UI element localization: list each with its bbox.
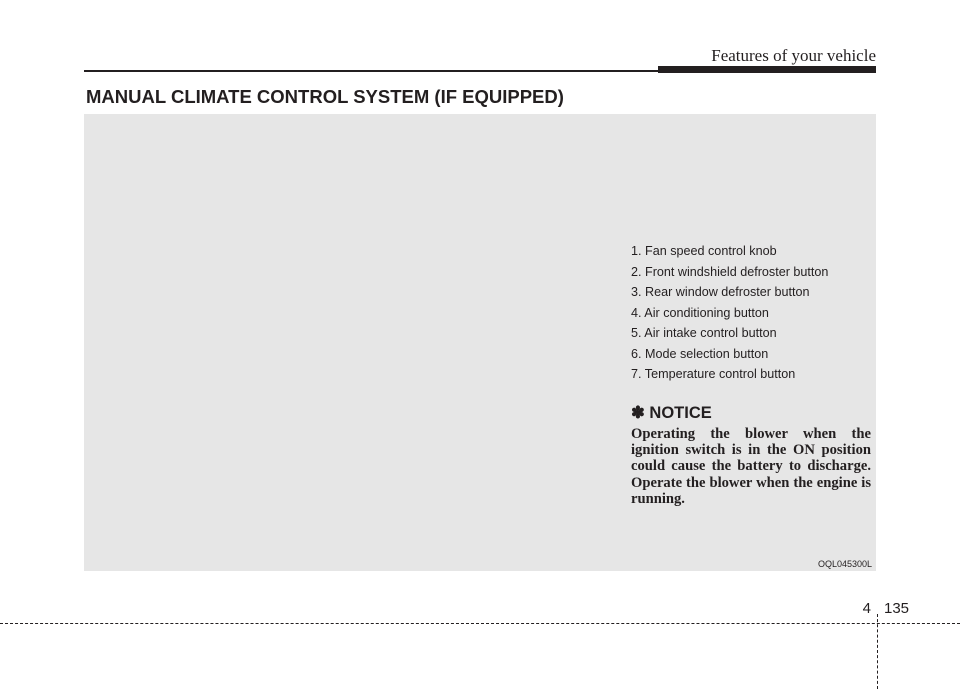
legend-item: 3. Rear window defroster button: [631, 285, 810, 299]
section-title: MANUAL CLIMATE CONTROL SYSTEM (IF EQUIPPED): [86, 86, 564, 107]
figure-code: OQL045300L: [817, 559, 872, 569]
legend-item: 6. Mode selection button: [631, 346, 769, 361]
page-number: 135: [884, 600, 910, 617]
legend-item: 2. Front windshield defroster button: [631, 264, 829, 279]
header-rule-accent: [658, 66, 876, 73]
notice-body: Operating the blower when the ignition switch is in the ON position could cause the battery to discharge. Operate the blower when the engine is running.: [631, 426, 871, 507]
legend-item: 5. Air intake control button: [631, 326, 777, 340]
header-rule: [84, 70, 660, 72]
figure-legend: [631, 241, 828, 385]
legend-item: 7. Temperature control button: [631, 367, 796, 381]
legend-item: 1. Fan speed control knob: [631, 244, 777, 258]
footer-rule: [0, 623, 960, 624]
footer-divider: [877, 614, 878, 689]
notice-heading: ✽ NOTICE: [631, 404, 712, 422]
running-header: Features of your vehicle: [711, 46, 876, 65]
legend-item: 4. Air conditioning button: [631, 305, 769, 320]
chapter-number: 4: [862, 600, 871, 617]
